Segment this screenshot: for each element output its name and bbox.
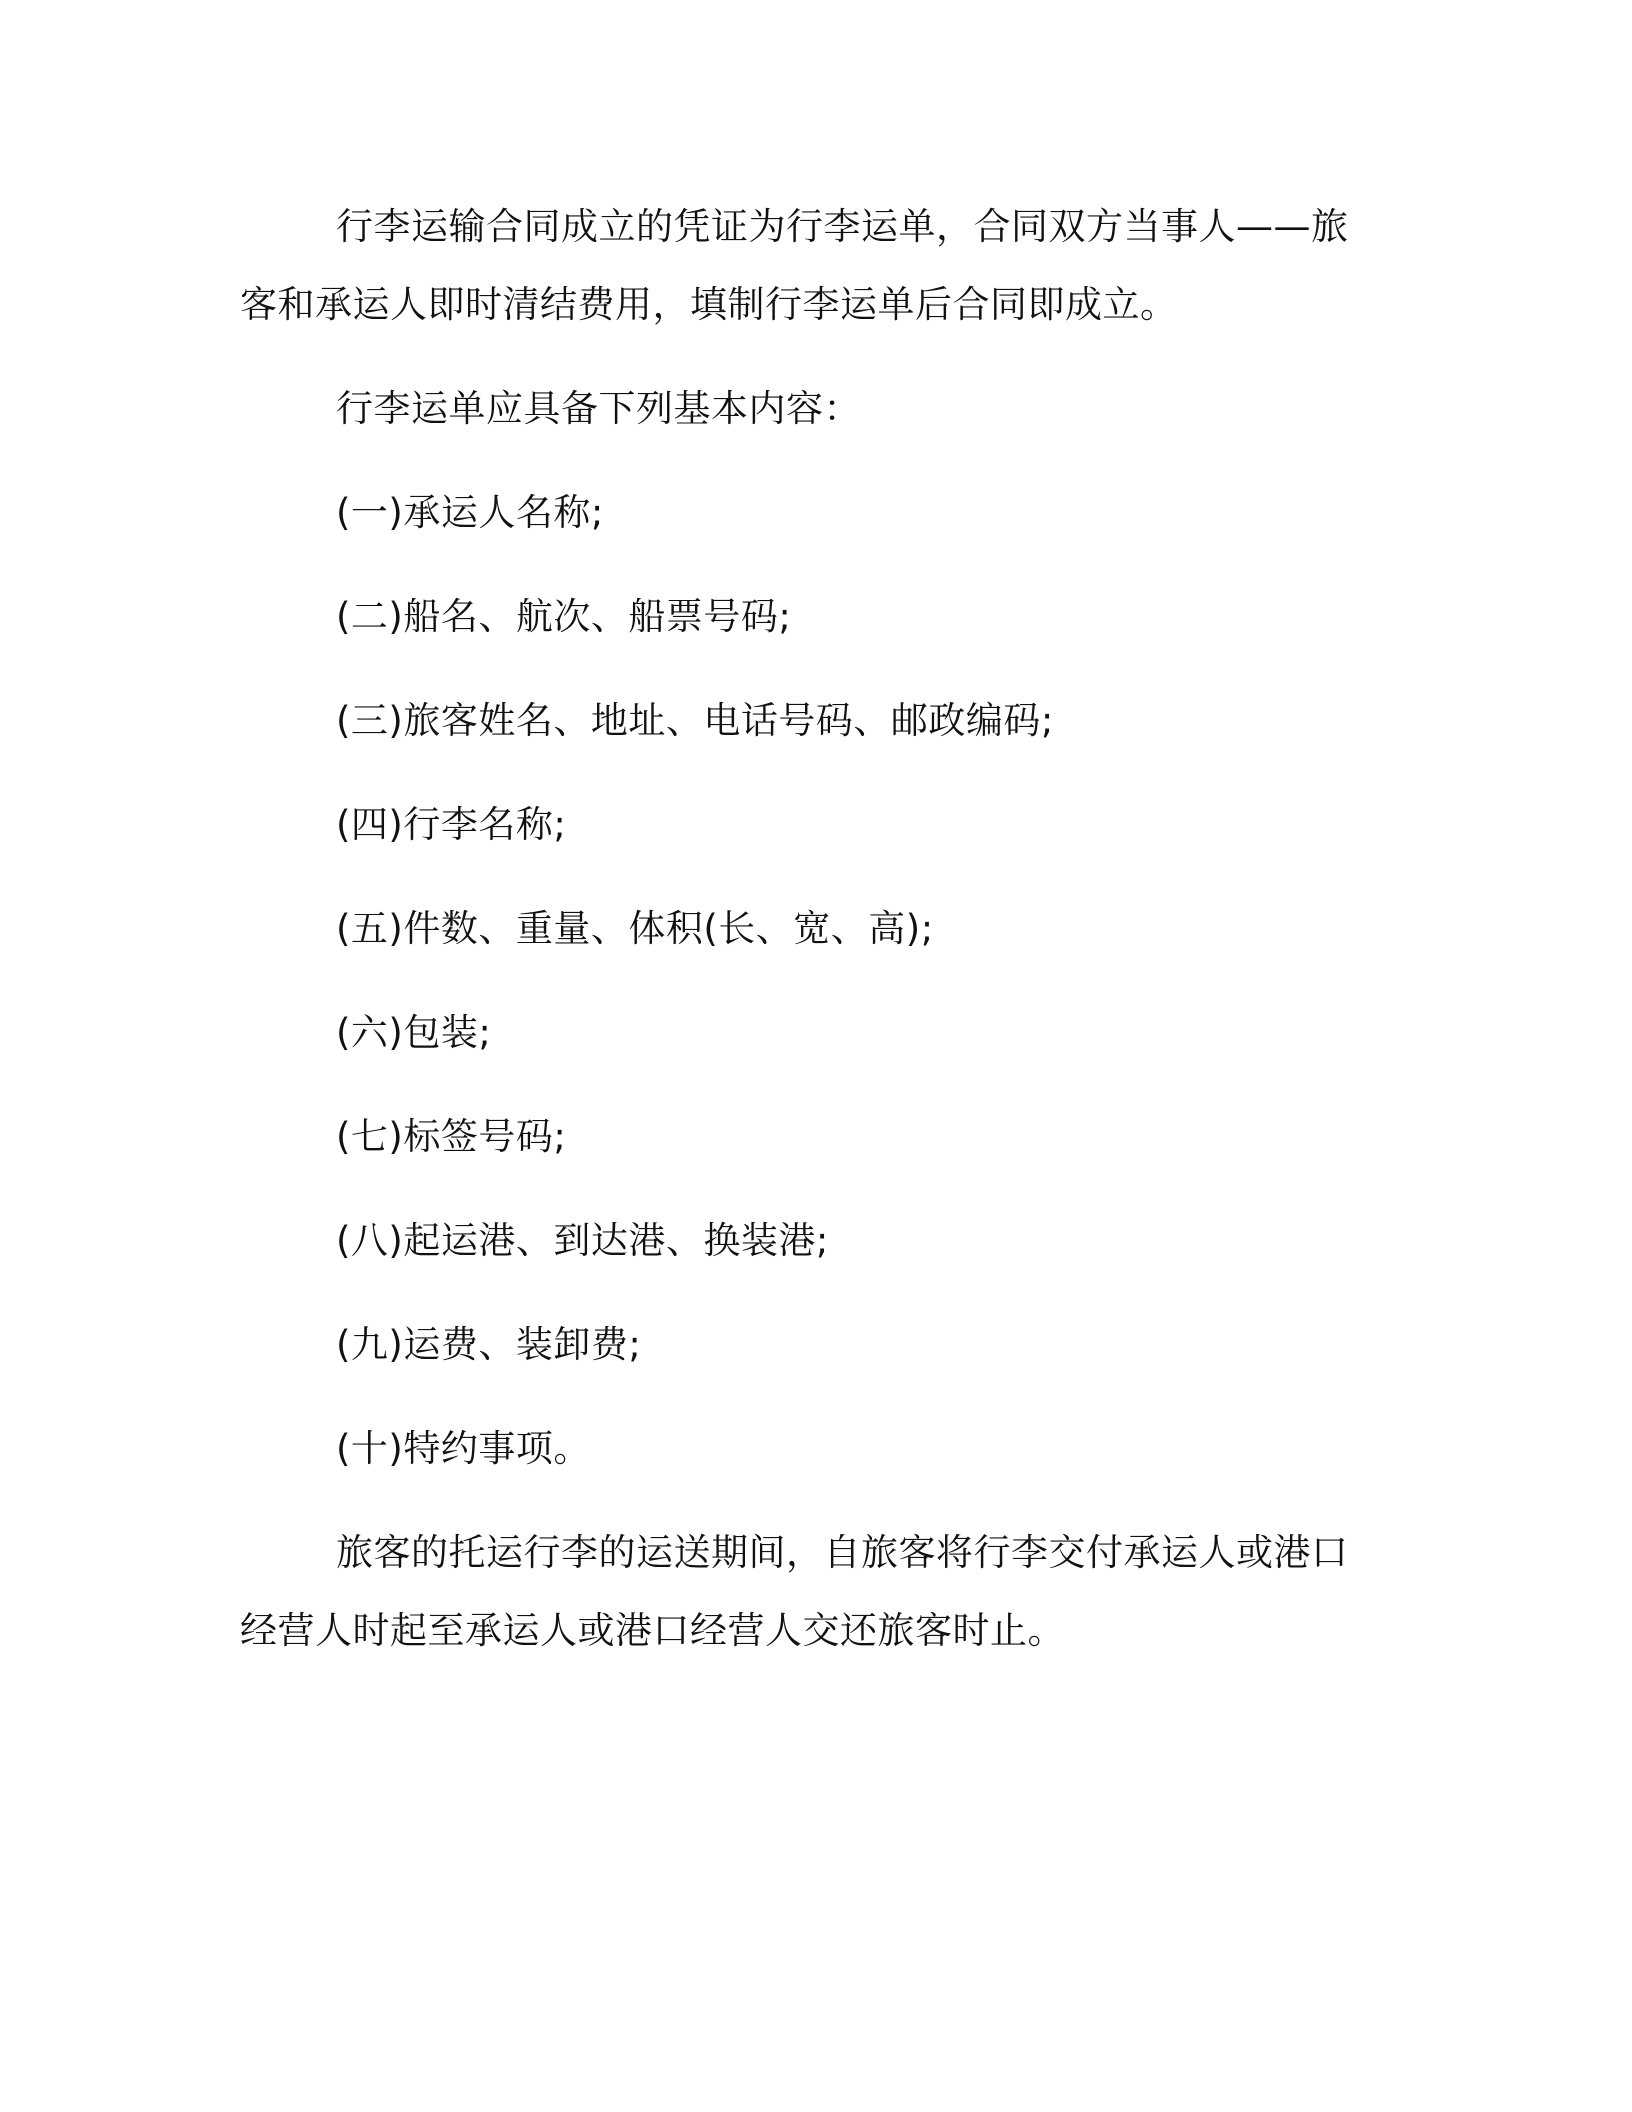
- list-item: (五)件数、重量、体积(长、宽、高);: [336, 907, 934, 950]
- intro-paragraph: 行李运输合同成立的凭证为行李运单，合同双方当事人——旅客和承运人即时清结费用，填制行李运单后合同即成立。: [240, 205, 1349, 326]
- list-item: (一)承运人名称;: [336, 491, 604, 534]
- list-intro-paragraph: 行李运单应具备下列基本内容：: [336, 387, 861, 430]
- list-item: (六)包装;: [336, 1011, 492, 1054]
- list-item: (八)起运港、到达港、换装港;: [336, 1219, 829, 1262]
- list-item: (十)特约事项。: [336, 1427, 591, 1470]
- list-item: (二)船名、航次、船票号码;: [336, 595, 792, 638]
- list-item: (七)标签号码;: [336, 1115, 567, 1158]
- document-body: [240, 188, 1370, 1696]
- list-item: (四)行李名称;: [336, 803, 567, 846]
- closing-paragraph: 旅客的托运行李的运送期间，自旅客将行李交付承运人或港口经营人时起至承运人或港口经营人交还旅客时止。: [240, 1531, 1349, 1652]
- list-item: (三)旅客姓名、地址、电话号码、邮政编码;: [336, 699, 1054, 742]
- list-item: (九)运费、装卸费;: [336, 1323, 642, 1366]
